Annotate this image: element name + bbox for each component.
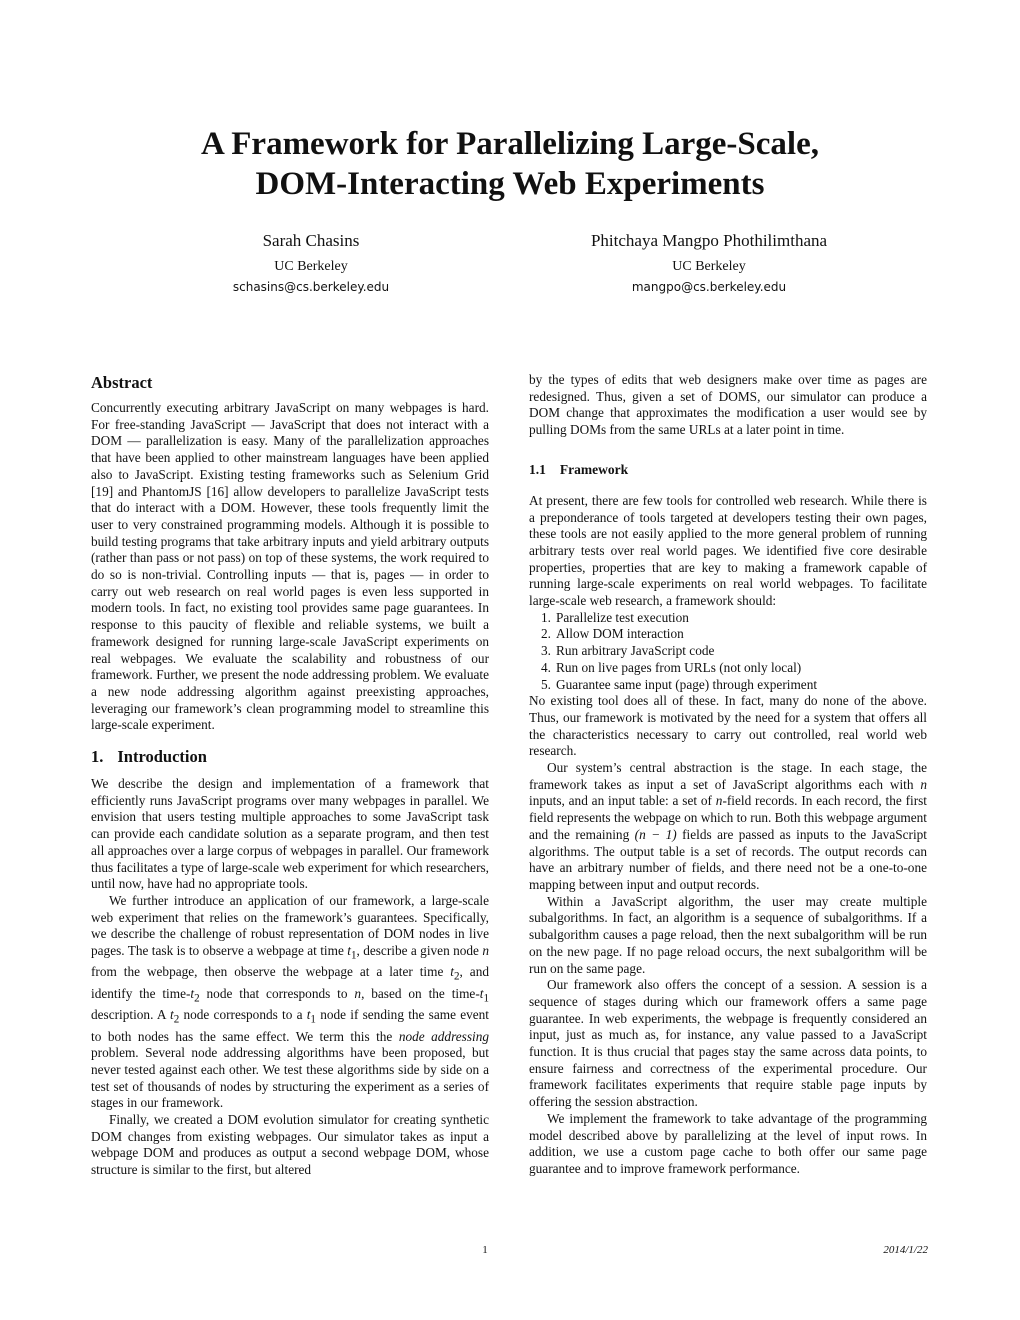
requirements-list [529,610,927,694]
no-existing-tool-paragraph: No existing tool does all of these. In fact, many do none of the above. Thus, our framework is motivated by the need for a system that offers all the characteristics necessary to carry out controlled, real world web research. [529,693,927,759]
list-item: 2. Allow DOM interaction [541,626,684,642]
author-affiliation: UC Berkeley [274,259,348,274]
page-number: 1 [482,1244,488,1256]
subalgorithm-paragraph: Within a JavaScript algorithm, the user may create multiple subalgorithms. In fact, an algorithm is a sequence of subalgorithms. If a subalgorithm causes a page reload, then the next subalgorithm will be run on the new page. If no page reload occurs, the next subalgorithm will be run on the same page. [529,893,927,976]
list-item: 4. Run on live pages from URLs (not only local) [541,659,802,675]
title-line-1: A Framework for Parallelizing Large-Scale, [201,126,819,162]
subsection-number: 1.1 [529,461,546,477]
section-title: Introduction [117,747,207,767]
paper-title [0,124,1020,204]
footer-date: 2014/1/22 [883,1244,928,1256]
author-email[interactable]: mangpo@cs.berkeley.edu [631,280,787,294]
intro-paragraph-3: Finally, we created a DOM evolution simulator for creating synthetic DOM changes from existing webpages. Our simulator takes as input a webpage DOM and produces as output a second webpage DOM, whose structure is similar to the first, but altered [91,1112,489,1178]
intro-heading [91,746,489,768]
session-paragraph: Our framework also offers the concept of a session. A session is a sequence of stages during which our framework offers a same page guarantee. In web experiments, the webpage is frequently considered an input, just as much as, for instance, any value passed to a JavaScript function. It is thus crucial that pages stay the same across data points, to ensure fairness and correctness of the experimental procedure. Our framework facilitates experiments that require stable page inputs by offering the session abstraction. [529,977,927,1110]
framework-paragraph: At present, there are few tools for controlled web research. While there is a preponderance of tools targeted at developers testing their own pages, these tools are not easily applied to the more general problem of running arbitrary tests over real world pages. We identified five core desirable properties, properties that are key to making a framework capable of running large-scale experiments on real world webpages. To facilitate large-scale web research, a framework should: [529,492,927,609]
right-column [529,372,927,1178]
author-affiliation: UC Berkeley [672,259,746,274]
section-number: 1. [91,747,104,767]
author-name: Phitchaya Mangpo Phothilimthana [590,231,828,250]
list-item: 1. Parallelize test execution [541,609,689,625]
author-block-1 [141,230,481,296]
intro-continued-paragraph: by the types of edits that web designers make over time as pages are redesigned. Thus, given a set of DOMS, our simulator can produce a DOM change that approximates the modification a user would see by pulling DOMs from the same URLs at a later point in time. [529,372,927,438]
stage-paragraph: Our system’s central abstraction is the stage. In each stage, the framework takes as input a set of JavaScript algorithms each with n inputs, and an input table: a set of n-field records. In each record, the first field represents the webpage on which to run. Both this webpage argument and the remaining (n − 1) fields are passed as inputs to the JavaScript algorithms. The output table is a set of records. The output records can have an arbitrary number of fields, and there need not be a one-to-one mapping between input and output records. [529,760,927,892]
author-name: Sarah Chasins [262,231,360,250]
title-line-2: DOM-Interacting Web Experiments [255,166,765,202]
left-column [91,372,489,1179]
intro-paragraph-2: We further introduce an application of our framework, a large-scale web experiment that relies on the framework’s guarantees. Specifically, we describe the challenge of robust representation of DOM nodes in live pages. The task is to observe a webpage at time $t_1$, describe a given node n from the webpage, then observe the webpage at a later time $t_2$, and identify the time-$t_2$ node that corresponds to n, based on the time-$t_1$ description. A $t_2$ node corresponds to a $t_1$ node if sending the same event to both nodes has the same effect. We term this the node addressing problem. Several node addressing algorithms have been proposed, but never tested against each other. We test these algorithms side by side on a test set of thousands of nodes by structuring the experiment as a series of stages in our framework. [91,892,490,1111]
subsection-title: Framework [559,461,629,477]
abstract-text: Concurrently executing arbitrary JavaScript on many webpages is hard. For free-standing JavaScript — JavaScript that does not interact with a DOM — parallelization is easy. Many of the parallelization approaches that have been applied to other mainstream languages have been applied also to JavaScript. Existing testing frameworks such as Selenium Grid [19] and PhantomJS [16] allow developers to parallelize JavaScript tests that do interact with a DOM. However, these tools frequently limit the user to very constrained programming models. Although it is possible to build testing programs that take arbitrary inputs and yield arbitrary outputs (rather than pass or not pass) on top of these systems, the work required to do so is non-trivial. Controlling inputs — that is, pages — in order to carry out web research on real world pages is even less supported in modern tools. In fact, no existing tool provides same page guarantees. In response to this paucity of flexible and reliable systems, we built a framework designed for running large-scale JavaScript experiments on real webpages. We evaluate the scalability and robustness of our framework. Further, we present the node addressing problem. We evaluate a new node addressing algorithm against preexisting approaches, leveraging our framework’s clean programming model to streamline this large-scale experiment. [91,400,489,733]
implementation-paragraph: We implement the framework to take advantage of the programming model described above by parallelizing at the level of input rows. In addition, we use a custom page cache to both offer our same page guarantee and to improve framework performance. [529,1110,927,1176]
author-email[interactable]: schasins@cs.berkeley.edu [232,280,390,294]
list-item: 3. Run arbitrary JavaScript code [541,643,715,659]
intro-paragraph-1: We describe the design and implementation of a framework that efficiently runs JavaScript programs over many webpages in parallel. We envision that users testing multiple approaches to some JavaScript task can provide each candidate solution as a separate program, and then test all approaches over a large corpus of webpages in parallel. Our framework thus facilitates a type of large-scale web experiment for which researchers, until now, have had no appropriate tools. [91,776,489,892]
abstract-heading: Abstract [91,373,153,392]
author-block-2 [539,230,879,296]
list-item: 5. Guarantee same input (page) through experiment [541,676,818,692]
framework-heading [529,461,927,479]
